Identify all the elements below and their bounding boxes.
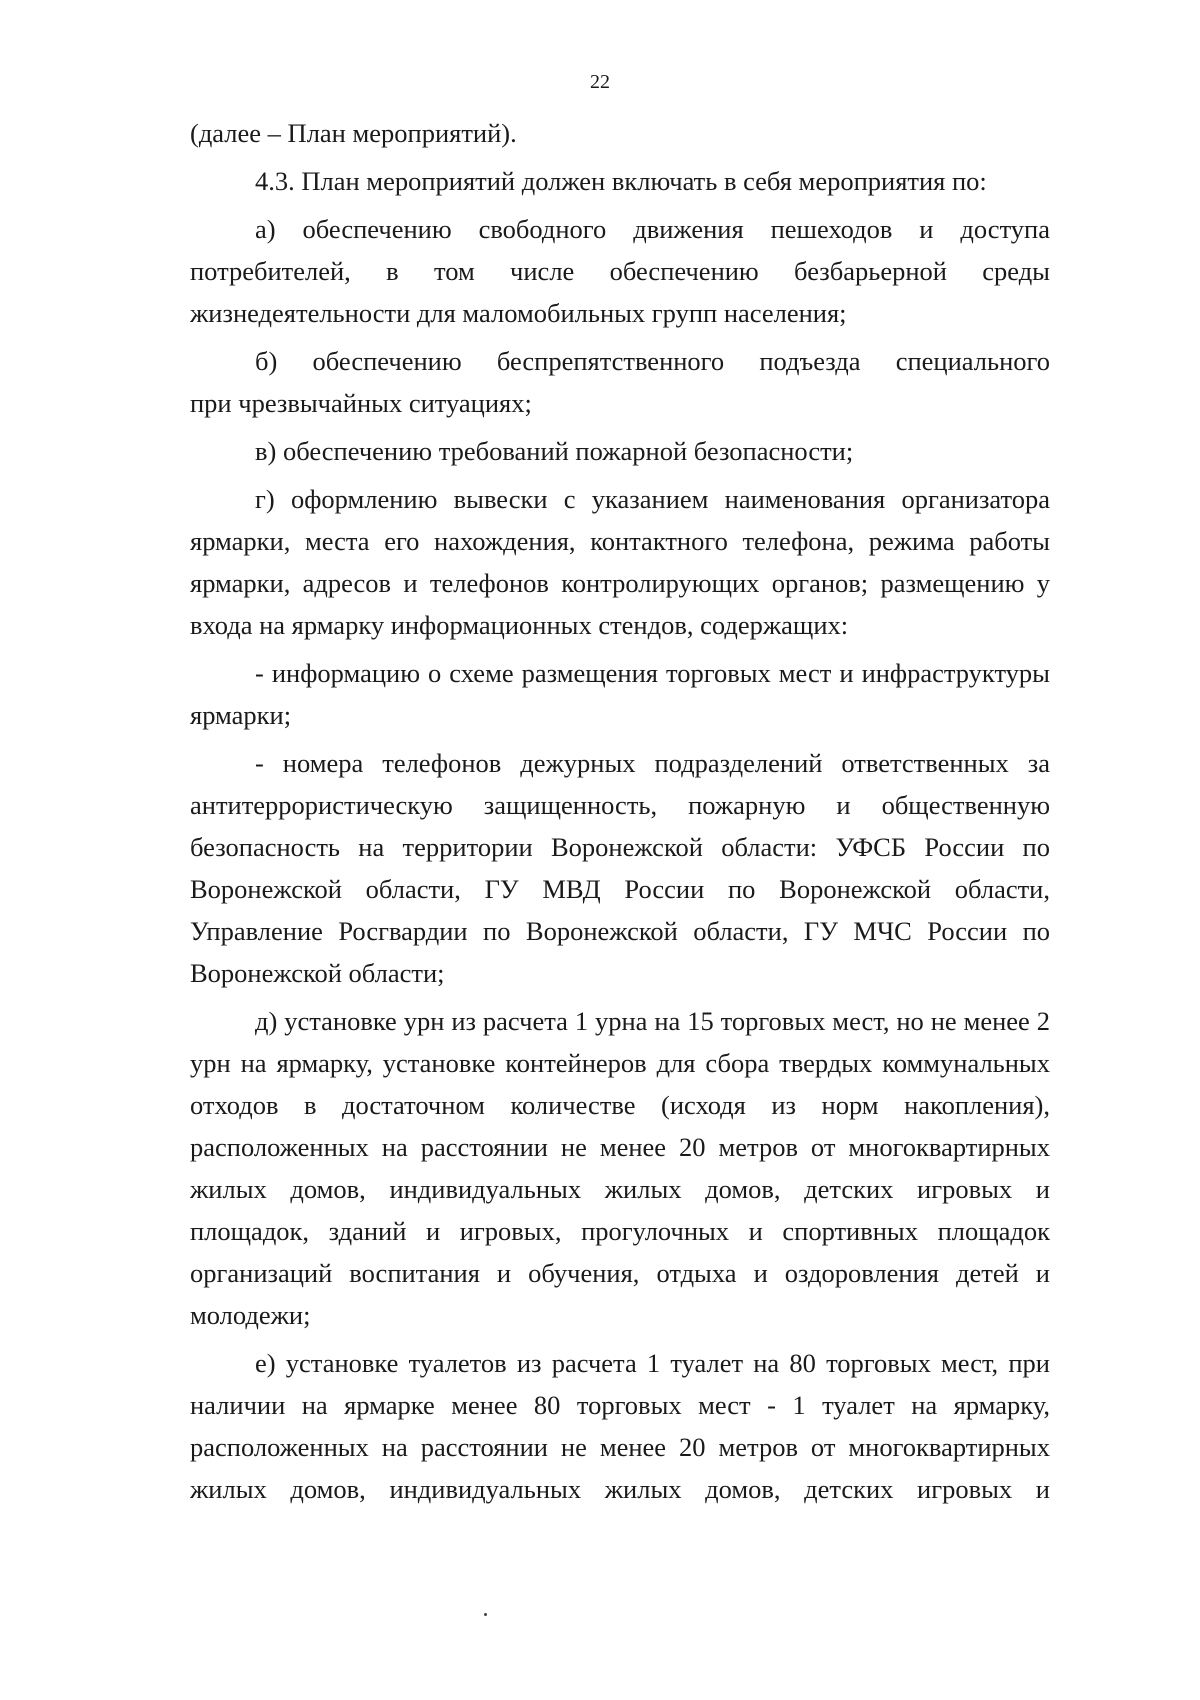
paragraph-item-v <box>190 430 1050 472</box>
text-line: ярмарки, адресов и телефонов контролирующих органов; размещению у <box>190 568 1050 598</box>
text-line: безопасность на территории Воронежской области: УФСБ России по <box>190 832 1050 862</box>
text-line: организаций воспитания и обучения, отдыха и оздоровления детей и <box>190 1258 1050 1288</box>
text-line: в) обеспечению требований пожарной безопасности; <box>255 436 854 466</box>
text-line: Управление Росгвардии по Воронежской области, ГУ МЧС России по <box>190 916 1050 946</box>
text-line: наличии на ярмарке менее 80 торговых мест - 1 туалет на ярмарку, <box>190 1390 1050 1420</box>
paragraph-item-e <box>190 1342 1050 1510</box>
page-number: 22 <box>590 71 610 93</box>
paragraph-item-a <box>190 208 1050 334</box>
text-line: б) обеспечению беспрепятственного подъезда специального <box>255 346 1050 376</box>
text-line: молодежи; <box>190 1300 311 1330</box>
text-line: потребителей, в том числе обеспечению безбарьерной среды <box>190 256 1050 286</box>
text-line: е) установке туалетов из расчета 1 туалет на 80 торговых мест, при <box>255 1348 1050 1378</box>
text-line: Воронежской области; <box>190 958 445 988</box>
paragraph-item-d <box>190 1000 1050 1336</box>
paragraph-item-g <box>190 478 1050 646</box>
paragraph-intro <box>190 112 1050 154</box>
text-line: антитеррористическую защищенность, пожарную и общественную <box>190 790 1050 820</box>
text-line: жизнедеятельности для маломобильных групп населения; <box>190 298 847 328</box>
paragraph-scheme-info <box>190 652 1050 736</box>
text-line: входа на ярмарку информационных стендов, содержащих: <box>190 610 849 640</box>
text-line: 4.3. План мероприятий должен включать в себя мероприятия по: <box>255 166 987 196</box>
text-line: расположенных на расстоянии не менее 20 метров от многоквартирных <box>190 1132 1050 1162</box>
text-line: - номера телефонов дежурных подразделений ответственных за <box>255 748 1050 778</box>
text-line: - информацию о схеме размещения торговых мест и инфраструктуры <box>255 658 1050 688</box>
text-line: урн на ярмарку, установке контейнеров для сбора твердых коммунальных <box>190 1048 1050 1078</box>
text-line: площадок, зданий и игровых, прогулочных и спортивных площадок <box>190 1216 1050 1246</box>
text-line: ярмарки; <box>190 700 292 730</box>
document-body <box>190 112 1050 1516</box>
text-line: (далее – План мероприятий). <box>190 118 517 148</box>
text-line: при чрезвычайных ситуациях; <box>190 388 532 418</box>
text-line: расположенных на расстоянии не менее 20 метров от многоквартирных <box>190 1432 1050 1462</box>
paragraph-4-3 <box>190 160 1050 202</box>
scan-artifact-dot <box>484 1613 487 1616</box>
text-line: д) установке урн из расчета 1 урна на 15 торговых мест, но не менее 2 <box>255 1006 1050 1036</box>
paragraph-item-b <box>190 340 1050 424</box>
paragraph-phone-numbers <box>190 742 1050 994</box>
text-line: отходов в достаточном количестве (исходя из норм накопления), <box>190 1090 1050 1120</box>
text-line: жилых домов, индивидуальных жилых домов, детских игровых и <box>190 1174 1050 1204</box>
text-line: г) оформлению вывески с указанием наименования организатора <box>255 484 1050 514</box>
text-line: Воронежской области, ГУ МВД России по Воронежской области, <box>190 874 1050 904</box>
text-line: ярмарки, места его нахождения, контактного телефона, режима работы <box>190 526 1050 556</box>
text-line: жилых домов, индивидуальных жилых домов, детских игровых и <box>190 1474 1050 1504</box>
text-line: а) обеспечению свободного движения пешеходов и доступа <box>255 214 1050 244</box>
